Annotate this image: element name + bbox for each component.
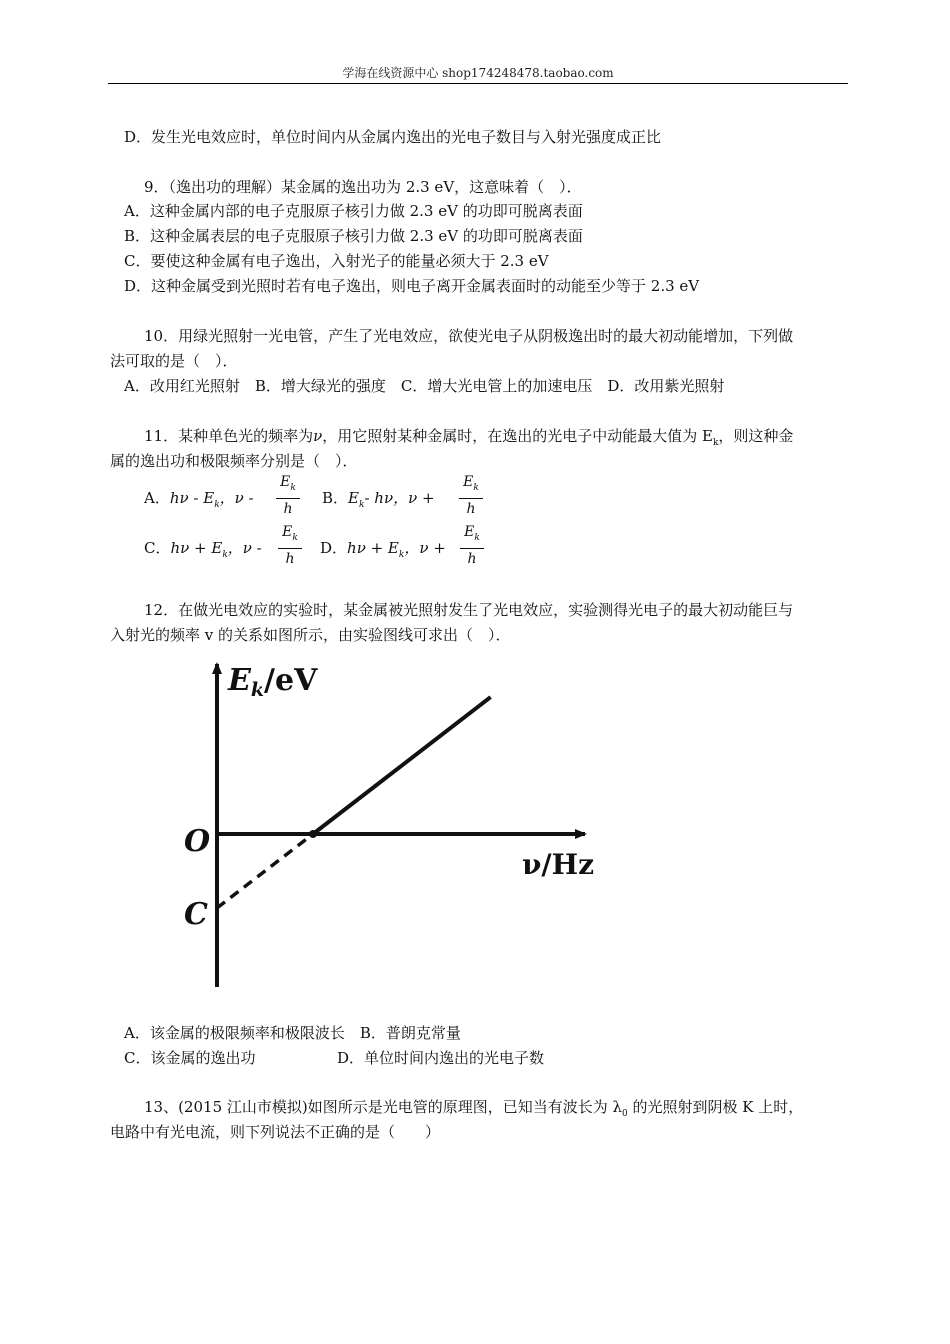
q12-stem-line1: 12．在做光电效应的实验时，某金属被光照射发生了光电效应，实验测得光电子的最大初动能巨与 <box>144 601 794 619</box>
q11-option-a: A．hν - $E_k$，ν - <box>144 489 254 510</box>
page-header: 学海在线资源中心 shop174248478.taobao.com <box>342 66 614 80</box>
y-axis-label: $E_k/eV$ <box>228 663 318 701</box>
q13-stem-line2: 电路中有光电流，则下列说法不正确的是（ ） <box>110 1123 441 1141</box>
q12-stem-line2: 入射光的频率 v 的关系如图所示，由实验图线可求出（ ）． <box>110 626 511 644</box>
q9-stem: 9．（逸出功的理解）某金属的逸出功为 2.3 eV，这意味着（ ）． <box>144 178 582 196</box>
q12-option-d: D．单位时间内逸出的光电子数 <box>337 1049 545 1067</box>
q10-stem-line1: 10．用绿光照射一光电管，产生了光电效应，欲使光电子从阴极逸出时的最大初动能增加，下列做 <box>144 327 794 345</box>
q11-a-fraction: $E_k$ h <box>276 474 300 517</box>
q12-option-c: C．该金属的逸出功 <box>124 1049 256 1067</box>
q9-option-a: A．这种金属内部的电子克服原子核引力做 2.3 eV 的功即可脱离表面 <box>124 202 583 220</box>
ek-vs-frequency-graph <box>180 652 610 997</box>
q9-option-d: D．这种金属受到光照时若有电子逸出，则电子离开金属表面时的动能至少等于 2.3 eV <box>124 277 700 295</box>
frequency-intercept-point <box>309 830 317 838</box>
q11-d-fraction: $E_k$ h <box>460 524 484 567</box>
q11-option-c: C．$h\nu + E_k$，ν - <box>144 539 262 560</box>
q10-stem-line2: 法可取的是（ ）． <box>110 352 238 370</box>
x-axis-label: ν/Hz <box>522 848 595 881</box>
q12-options-ab: A．该金属的极限频率和极限波长 B．普朗克常量 <box>124 1024 461 1042</box>
q11-stem-line2: 属的逸出功和极限频率分别是（ ）． <box>110 452 358 470</box>
header-divider <box>108 83 848 84</box>
q11-b-fraction: $E_k$ h <box>459 474 483 517</box>
q9-option-b: B．这种金属表层的电子克服原子核引力做 2.3 eV 的功即可脱离表面 <box>124 227 583 245</box>
intercept-c-label: C <box>184 897 208 932</box>
origin-label: O <box>184 824 211 859</box>
q10-options: A．改用红光照射 B．增大绿光的强度 C．增大光电管上的加速电压 D．改用紫光照射 <box>124 377 725 395</box>
q11-c-fraction: $E_k$ h <box>278 524 302 567</box>
q11-stem-line1: 11．某种单色光的频率为ν，用它照射某种金属时，在逸出的光电子中动能最大值为 $E_k$，则这种金 <box>144 427 794 448</box>
q11-option-b: B．$E_k-$ hν，ν + <box>322 489 435 510</box>
q9-option-c: C．要使这种金属有电子逸出，入射光子的能量必须大于 2.3 eV <box>124 252 549 270</box>
ek-solid-line <box>313 697 491 834</box>
q11-option-d: D．$h\nu + E_k$，ν + <box>320 539 446 560</box>
q13-stem-line1: 13、(2015 江山市模拟)如图所示是光电管的原理图，已知当有波长为 $\lambda_0$ 的光照射到阴极 K 上时， <box>144 1098 804 1119</box>
ek-dashed-extension <box>217 834 313 908</box>
q8-option-d: D．发生光电效应时，单位时间内从金属内逸出的光电子数目与入射光强度成正比 <box>124 128 662 146</box>
